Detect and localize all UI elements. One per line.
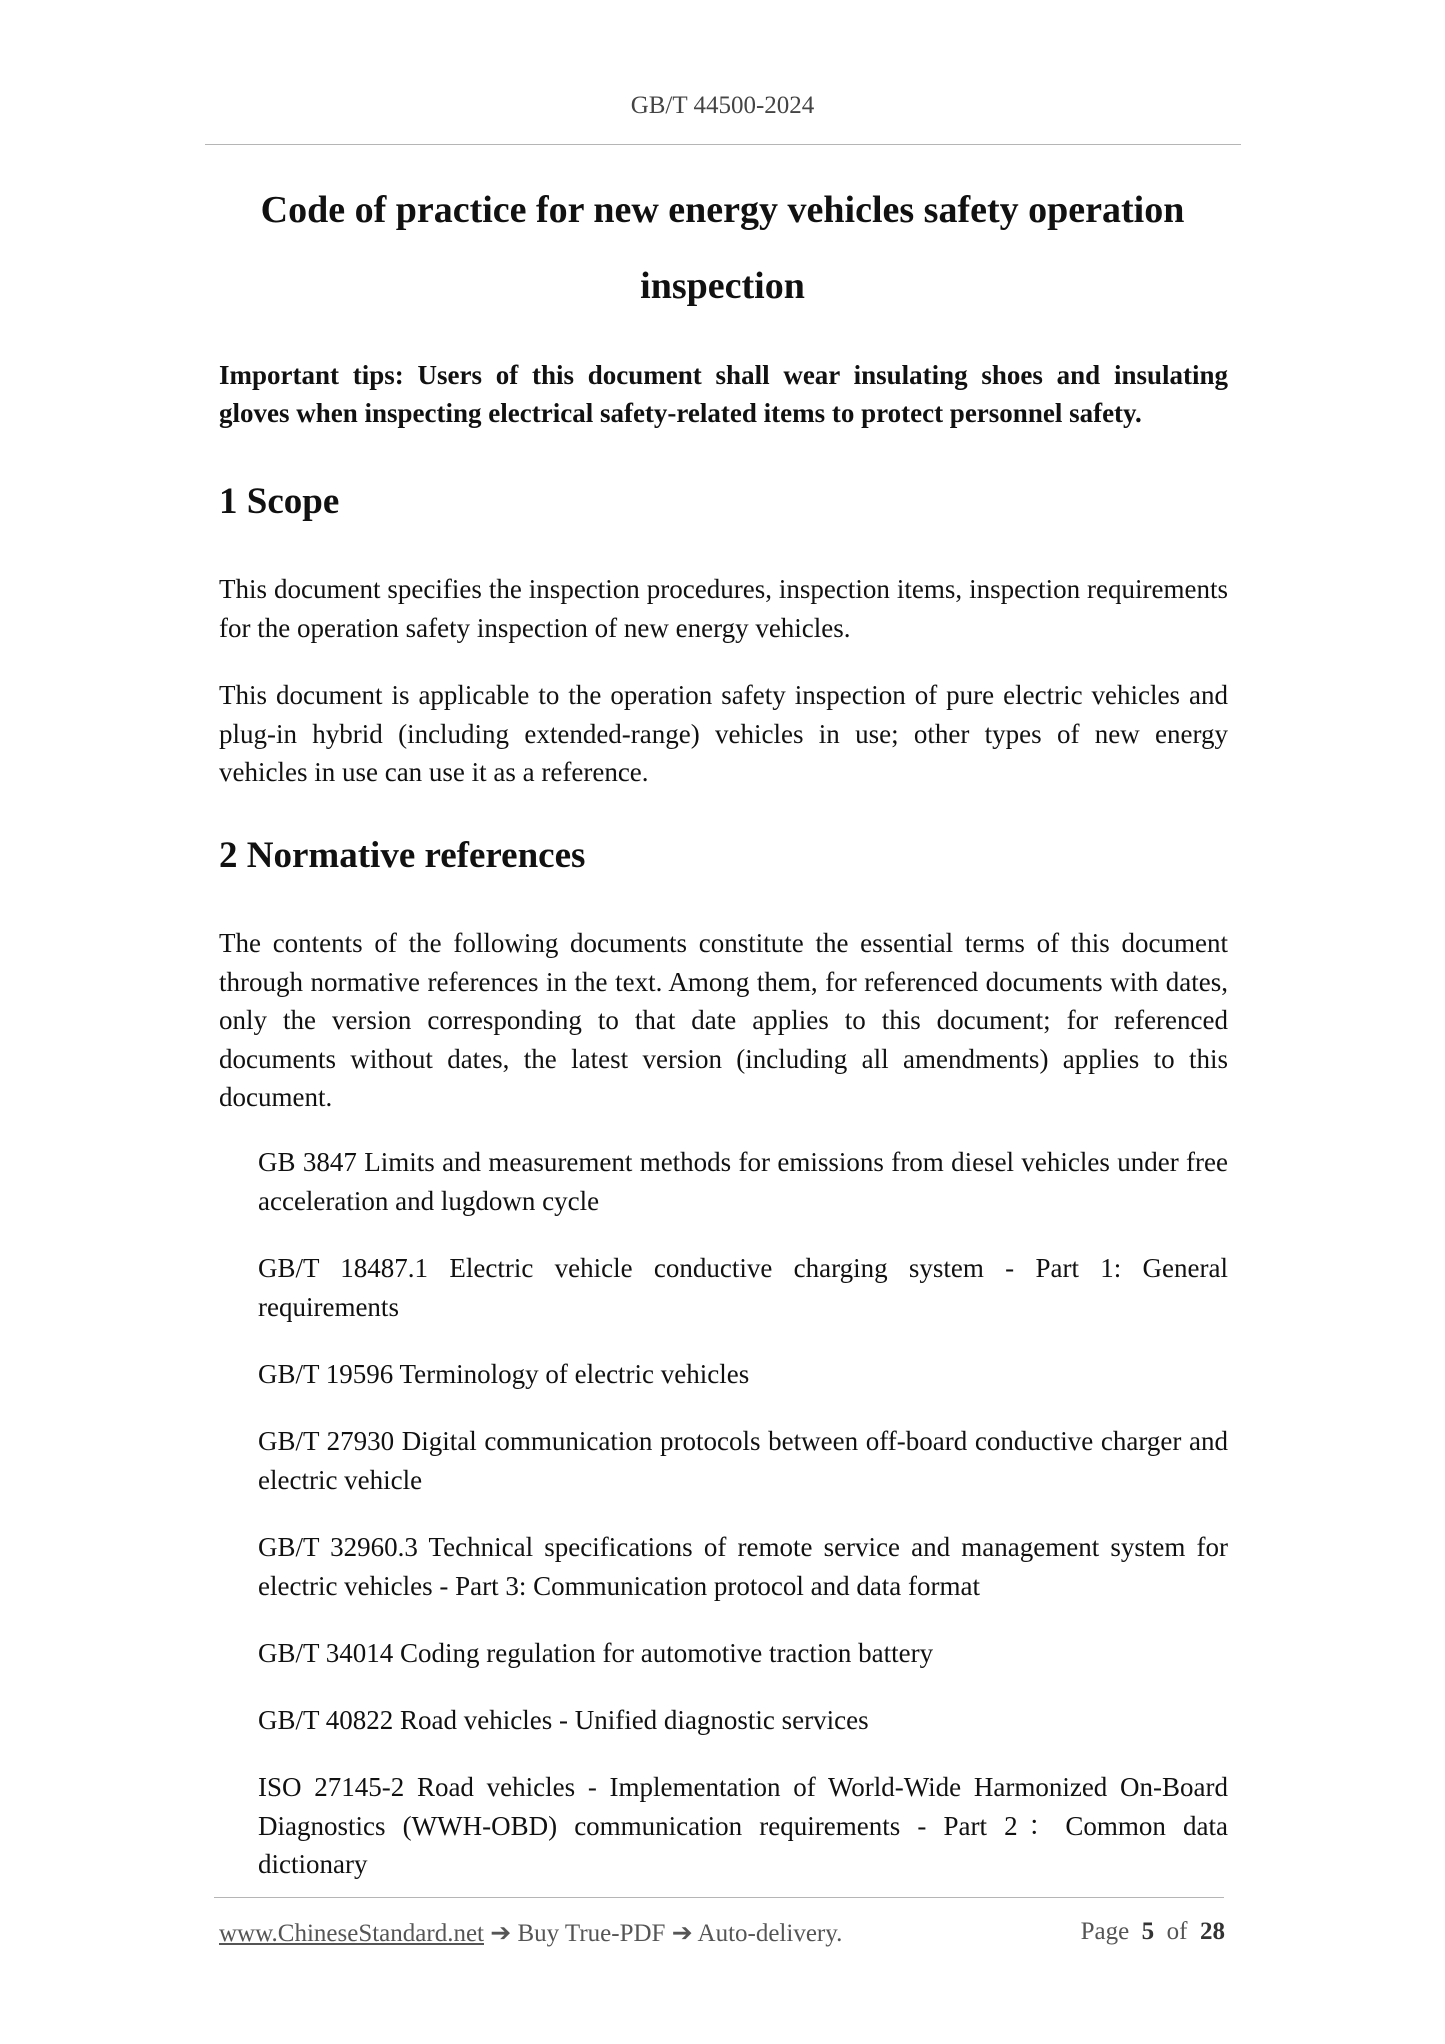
reference-item: GB/T 34014 Coding regulation for automotive traction battery bbox=[258, 1638, 934, 1668]
page-label: Page bbox=[1080, 1918, 1130, 1945]
document-title bbox=[210, 172, 1235, 324]
title-line-2: inspection bbox=[640, 265, 805, 307]
reference-item: GB 3847 Limits and measurement methods for emissions from diesel vehicles under free acceleration and lugdown cycle bbox=[258, 1147, 1228, 1216]
page-number bbox=[1081, 1918, 1225, 1946]
reference-item: GB/T 32960.3 Technical specifications of remote service and management system for electric vehicles - Part 3: Communication protocol and data format bbox=[258, 1532, 1228, 1601]
header-divider bbox=[205, 144, 1241, 145]
total-page-count: 28 bbox=[1200, 1918, 1225, 1945]
section-heading-normative-references: 2 Normative references bbox=[219, 835, 586, 876]
footer-promo bbox=[219, 1918, 842, 1948]
buy-true-pdf-text: Buy True-PDF bbox=[517, 1920, 666, 1947]
normative-references-intro: The contents of the following documents constitute the essential terms of this document through normative references in the text. Among them, for referenced documents with dates, only the version corresponding to that date applies to this document; for referenced documents without dates, the latest version (including all amendments) applies to this document. bbox=[219, 928, 1228, 1112]
arrow-icon: ➔ bbox=[671, 1920, 693, 1947]
scope-paragraph: This document is applicable to the operation safety inspection of pure electric vehicles and plug-in hybrid (including extended-range) vehicles in use; other types of new energy vehicles in use can use it as a reference. bbox=[219, 680, 1228, 787]
website-link[interactable]: www.ChineseStandard.net bbox=[219, 1920, 484, 1947]
reference-item: ISO 27145-2 Road vehicles - Implementation of World-Wide Harmonized On-Board Diagnostics (WWH-OBD) communication requirements - Part 2：Common data dictionary bbox=[258, 1772, 1228, 1879]
scope-paragraph: This document specifies the inspection procedures, inspection items, inspection requirements for the operation safety inspection of new energy vehicles. bbox=[219, 574, 1228, 643]
reference-item: GB/T 18487.1 Electric vehicle conductive charging system - Part 1: General requirements bbox=[258, 1253, 1228, 1322]
reference-item: GB/T 19596 Terminology of electric vehicles bbox=[258, 1359, 750, 1389]
page-of-label: of bbox=[1166, 1918, 1188, 1945]
auto-delivery-text: Auto-delivery. bbox=[697, 1920, 843, 1947]
title-line-1: Code of practice for new energy vehicles safety operation bbox=[260, 189, 1185, 231]
page-footer bbox=[219, 1918, 1225, 1952]
footer-divider bbox=[214, 1897, 1224, 1898]
document-number-header: GB/T 44500-2024 bbox=[630, 92, 815, 119]
section-heading-scope: 1 Scope bbox=[219, 481, 340, 522]
reference-item: GB/T 40822 Road vehicles - Unified diagnostic services bbox=[258, 1705, 869, 1735]
important-tips: Important tips: Users of this document shall wear insulating shoes and insulating gloves when inspecting electrical safety-related items to protect personnel safety. bbox=[219, 360, 1228, 428]
arrow-icon: ➔ bbox=[490, 1920, 512, 1947]
reference-item: GB/T 27930 Digital communication protocols between off-board conductive charger and electric vehicle bbox=[258, 1426, 1228, 1495]
current-page-number: 5 bbox=[1141, 1918, 1155, 1945]
